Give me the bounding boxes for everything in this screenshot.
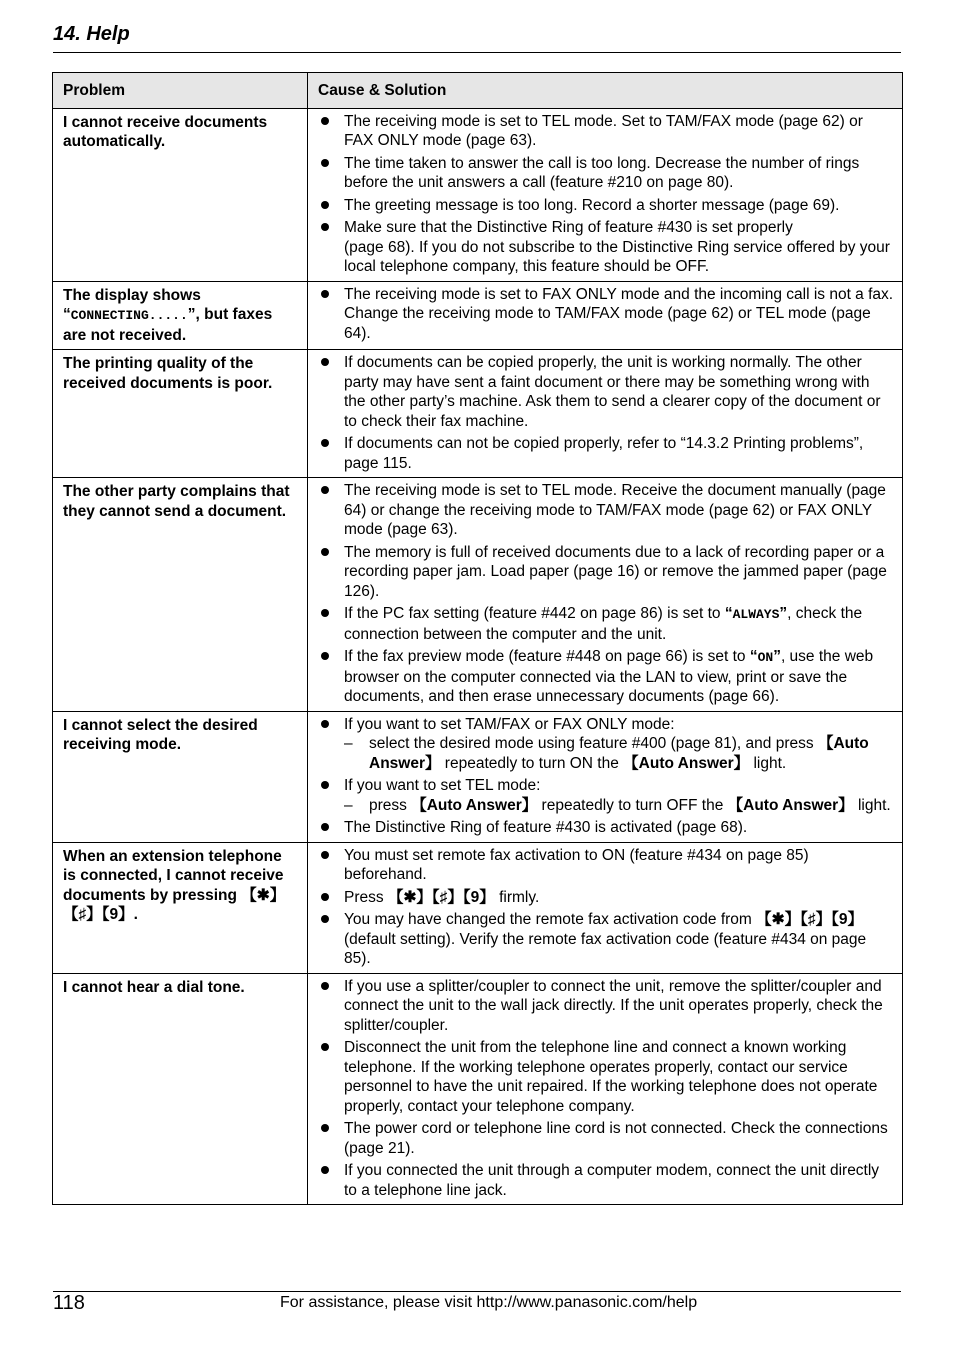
quote-mark: ”	[773, 648, 781, 665]
list-item: The receiving mode is set to FAX ONLY mode and the incoming call is not a fax. Change the receiving mode to TAM/FAX mode (page 62) or TEL mode (page 64).	[308, 285, 894, 344]
sub-item-text: press	[369, 796, 412, 814]
list-item: The memory is full of received documents due to a lack of recording paper or a recording paper jam. Load paper (page 16) or remove the jammed paper (page 126).	[308, 543, 894, 602]
list-item-text: Press	[344, 888, 388, 906]
sub-item-text: repeatedly to turn OFF the	[537, 796, 728, 814]
list-item: The power cord or telephone line cord is not connected. Check the connections (page 21).	[308, 1119, 894, 1158]
quote-mark: “	[749, 648, 758, 665]
table-row	[53, 973, 903, 1205]
table-row	[53, 842, 903, 973]
list-item-text: (default setting). Verify the remote fax activation code (feature #434 on page 85).	[344, 930, 867, 967]
list-item: If documents can not be copied properly, refer to “14.3.2 Printing problems”, page 115.	[308, 434, 894, 473]
list-item: The receiving mode is set to TEL mode. Set to TAM/FAX mode (page 62) or FAX ONLY mode (page 63).	[308, 112, 894, 151]
problem-cell: I cannot receive documents automatically.	[53, 108, 308, 281]
auto-answer-key: 【Auto Answer】	[369, 735, 869, 772]
footer-divider	[53, 1291, 901, 1292]
table-row	[53, 478, 903, 712]
auto-answer-key: 【Auto Answer】	[623, 754, 750, 772]
list-item-text: If you want to set TEL mode:	[344, 777, 541, 794]
column-header-solution: Cause & Solution	[308, 73, 903, 109]
solution-list	[308, 977, 894, 1201]
list-item-text: If the fax preview mode (feature #448 on page 66) is set to	[344, 648, 750, 665]
display-message-code: CONNECTING.....	[70, 308, 188, 323]
page-number: 118	[53, 1292, 85, 1314]
problem-text: The display shows	[63, 286, 201, 304]
assistance-text: For assistance, please visit http://www.panasonic.com/help	[280, 1294, 698, 1311]
auto-answer-key: 【Auto Answer】	[727, 796, 854, 814]
sub-list-item	[344, 796, 894, 816]
setting-value-code: ALWAYS	[732, 607, 780, 622]
solution-cell	[308, 711, 903, 842]
table-header-row	[53, 73, 903, 109]
solution-cell	[308, 281, 903, 350]
problem-text: When an extension telephone is connected, I cannot receive documents by pressing	[63, 847, 284, 904]
setting-value-code: ON	[757, 650, 774, 665]
list-item: If you connected the unit through a computer modem, connect the unit directly to a telephone line jack.	[308, 1161, 894, 1200]
problem-cell	[53, 281, 308, 350]
quote-mark: “	[63, 306, 71, 323]
solution-list	[308, 112, 894, 277]
problem-cell: I cannot select the desired receiving mode.	[53, 711, 308, 842]
quote-mark: ”	[779, 605, 788, 622]
list-item-text: firmly.	[494, 888, 540, 906]
list-item: The Distinctive Ring of feature #430 is activated (page 68).	[308, 818, 894, 838]
problem-cell: The printing quality of the received documents is poor.	[53, 350, 308, 478]
list-item	[308, 647, 894, 707]
table-row	[53, 350, 903, 478]
solution-cell	[308, 842, 903, 973]
list-item: The greeting message is too long. Record a shorter message (page 69).	[308, 196, 894, 216]
list-item-text: If you want to set TAM/FAX or FAX ONLY mode:	[344, 715, 675, 733]
table-row	[53, 108, 903, 281]
auto-answer-key: 【Auto Answer】	[411, 796, 538, 814]
solution-cell	[308, 973, 903, 1205]
solution-list	[308, 353, 894, 473]
problem-cell	[53, 842, 308, 973]
column-header-problem: Problem	[53, 73, 308, 109]
list-item	[308, 715, 894, 774]
problem-cell: I cannot hear a dial tone.	[53, 973, 308, 1205]
sub-item-text: select the desired mode using feature #400 (page 81), and press	[369, 735, 818, 752]
list-item	[308, 888, 894, 908]
list-item: If you use a splitter/coupler to connect the unit, remove the splitter/coupler and connect the unit to the wall jack directly. If the unit operates properly, check the splitter/coupler.	[308, 977, 894, 1036]
sub-list	[344, 734, 894, 773]
list-item-text: You may have changed the remote fax activation code from	[344, 911, 757, 928]
table-row	[53, 281, 903, 350]
list-item: If documents can be copied properly, the unit is working normally. The other party may have sent a faint document or there may be something wrong with the other party’s machine. Ask them to send a clearer copy of the document or to check their fax machine.	[308, 353, 894, 431]
table-row	[53, 711, 903, 842]
troubleshooting-table	[52, 72, 903, 1205]
sub-item-text: repeatedly to turn ON the	[440, 754, 624, 772]
page-header	[53, 20, 901, 53]
list-item-text: If the PC fax setting (feature #442 on page 86) is set to	[344, 605, 725, 622]
list-item-text: (page 68). If you do not subscribe to the Distinctive Ring service offered by your local telephone company, this feature should be OFF.	[344, 238, 890, 275]
list-item: Disconnect the unit from the telephone line and connect a known working telephone. If the working telephone operates properly, contact our service personnel to have the unit repaired. If the working telephone does not operate properly, contact your telephone company.	[308, 1038, 894, 1116]
solution-cell	[308, 478, 903, 712]
problem-text: ”, but faxes are not received.	[63, 306, 273, 344]
list-item-text: , check the connection between the computer and the unit.	[344, 605, 863, 643]
key-sequence: 【✱】【♯】【9】	[63, 886, 286, 923]
list-item	[308, 604, 894, 644]
sub-item-text: light.	[749, 754, 787, 772]
list-item: The time taken to answer the call is too long. Decrease the number of rings before the unit answers a call (feature #210 on page 80).	[308, 154, 894, 193]
key-sequence: 【✱】【♯】【9】	[387, 888, 495, 906]
sub-list-item	[344, 734, 894, 773]
solution-cell	[308, 350, 903, 478]
solution-list	[308, 285, 894, 344]
list-item	[308, 776, 894, 815]
section-title: 14. Help	[53, 23, 130, 45]
problem-cell: The other party complains that they cannot send a document.	[53, 478, 308, 712]
sub-item-text: light.	[853, 796, 891, 814]
solution-list	[308, 846, 894, 969]
list-item: You must set remote fax activation to ON (feature #434 on page 85) beforehand.	[308, 846, 894, 885]
solution-cell	[308, 108, 903, 281]
list-item	[308, 910, 894, 969]
problem-text: .	[133, 906, 138, 923]
sub-list	[344, 796, 894, 816]
quote-mark: “	[724, 605, 733, 622]
list-item	[308, 218, 894, 277]
list-item-text: , use the web browser on the computer connected via the LAN to view, print or save the documents, and then erase unnecessary documents (page 66).	[344, 648, 874, 705]
list-item-text: Make sure that the Distinctive Ring of feature #430 is set properly	[344, 219, 793, 236]
list-item: The receiving mode is set to TEL mode. Receive the document manually (page 64) or change the receiving mode to TAM/FAX mode (page 62) or FAX ONLY mode (page 63).	[308, 481, 894, 540]
key-sequence: 【✱】【♯】【9】	[756, 911, 864, 928]
solution-list	[308, 481, 894, 707]
solution-list	[308, 715, 894, 838]
